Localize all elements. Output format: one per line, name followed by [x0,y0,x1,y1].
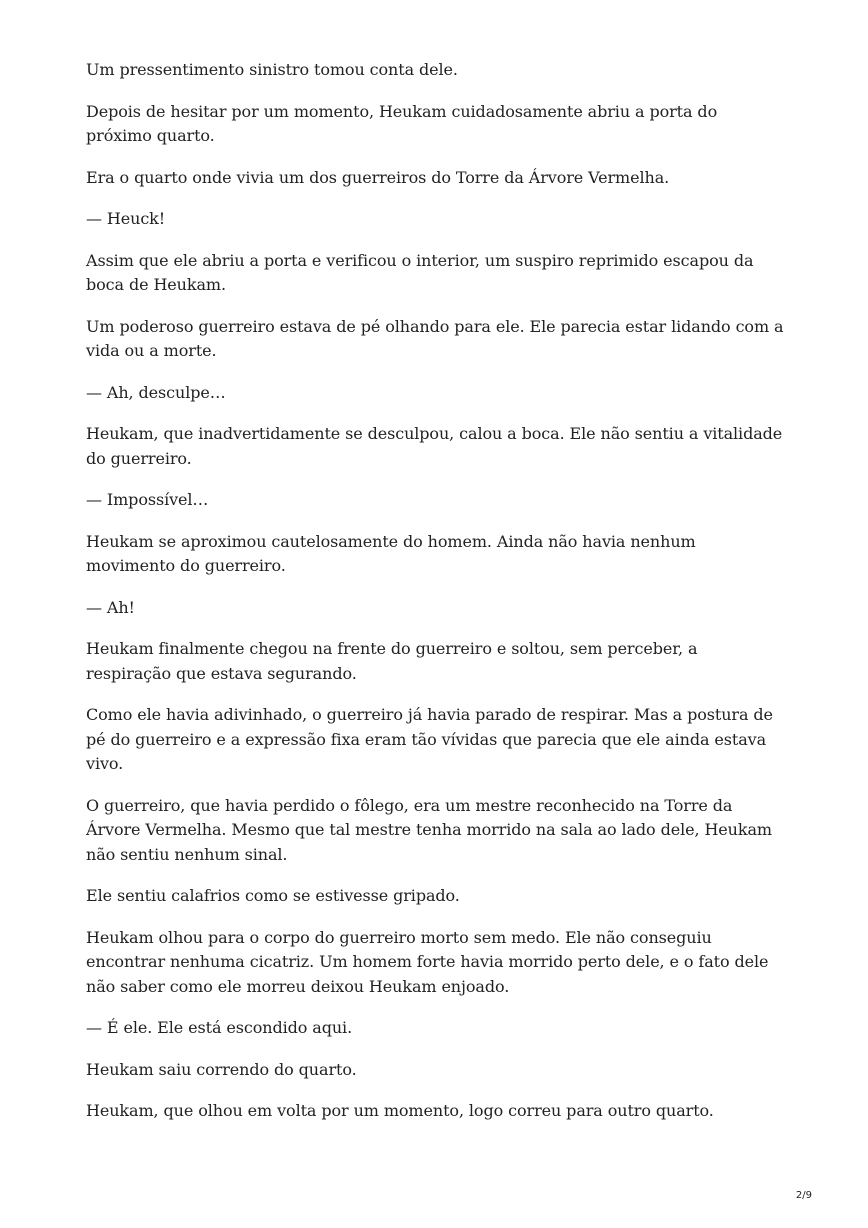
paragraph: Um pressentimento sinistro tomou conta dele. [86,60,458,79]
paragraph: — Heuck! [86,209,166,228]
paragraph: Heukam, que inadvertidamente se desculpou, calou a boca. Ele não sentiu a vitalidade do guerreiro. [86,424,783,468]
paragraph: Heukam, que olhou em volta por um momento, logo correu para outro quarto. [86,1101,714,1120]
page-number: 2/9 [795,1190,812,1201]
paragraph: Heukam saiu correndo do quarto. [86,1059,357,1079]
paragraph: Depois de hesitar por um momento, Heukam cuidadosamente abriu a porta do próximo quarto. [86,101,718,145]
paragraph: — Ah, desculpe… [86,382,226,402]
paragraph: O guerreiro, que havia perdido o fôlego, era um mestre reconhecido na Torre da Árvore Vermelha. Mesmo que tal mestre tenha morrido na sala ao lado dele, Heukam não sentiu nenhum sinal. [86,795,772,864]
document-body [86,58,786,1141]
paragraph: — Ah! [86,597,135,617]
paragraph: Heukam olhou para o corpo do guerreiro morto sem medo. Ele não conseguiu encontrar nenhuma cicatriz. Um homem forte havia morrido perto dele, e o fato dele não saber como ele morreu deixou Heukam enjoado. [86,927,769,996]
paragraph: Um poderoso guerreiro estava de pé olhando para ele. Ele parecia estar lidando com a vida ou a morte. [86,316,784,360]
paragraph: — Impossível… [86,490,209,509]
paragraph: Como ele havia adivinhado, o guerreiro já havia parado de respirar. Mas a postura de pé do guerreiro e a expressão fixa eram tão vívidas que parecia que ele ainda estava vivo. [86,705,773,773]
paragraph: Heukam se aproximou cautelosamente do homem. Ainda não havia nenhum movimento do guerreiro. [86,531,696,575]
paragraph: Heukam finalmente chegou na frente do guerreiro e soltou, sem perceber, a respiração que estava segurando. [86,639,698,683]
paragraph: Era o quarto onde vivia um dos guerreiros do Torre da Árvore Vermelha. [86,167,670,187]
paragraph: — É ele. Ele está escondido aqui. [86,1018,353,1037]
paragraph: Ele sentiu calafrios como se estivesse gripado. [86,886,460,905]
paragraph: Assim que ele abriu a porta e verificou o interior, um suspiro reprimido escapou da boca de Heukam. [86,250,754,294]
